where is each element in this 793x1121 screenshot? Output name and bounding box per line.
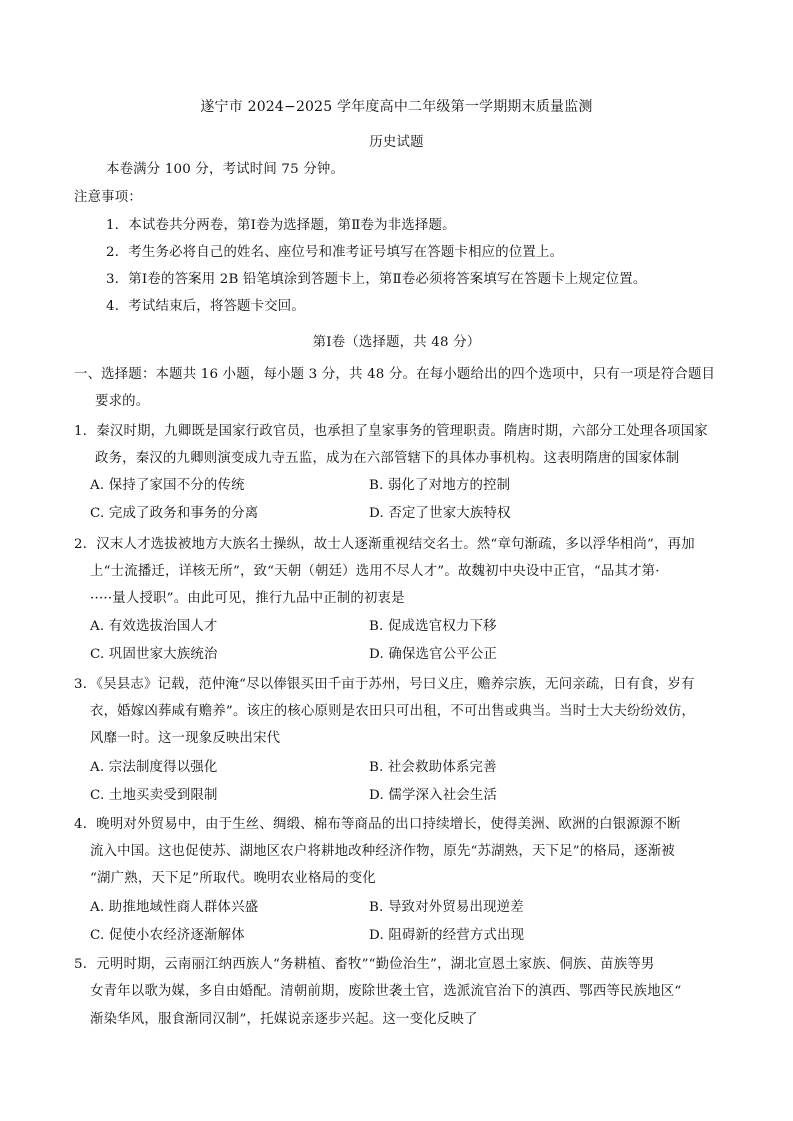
option-a: A. 宗法制度得以强化	[90, 760, 218, 775]
option-b: B. 社会救助体系完善	[369, 760, 497, 775]
question-text: 风靡一时。这一现象反映出宋代	[90, 731, 281, 746]
question-text: 2．汉末人才选拔被地方大族名士操纵，故士人逐渐重视结交名士。然“章句渐疏，多以浮华相尚”，再加	[74, 537, 695, 552]
option-c: C. 完成了政务和事务的分离	[90, 506, 259, 521]
option-a: A. 助推地域性商人群体兴盛	[90, 900, 259, 915]
option-d: D. 儒学深入社会生活	[369, 788, 498, 803]
notice-item: 1．本试卷共分两卷，第Ⅰ卷为选择题，第Ⅱ卷为非选择题。	[106, 218, 456, 233]
question-text: 渐染华风，服食渐同汉制”，托媒说亲逐步兴起。这一变化反映了	[90, 1012, 478, 1027]
option-d: D. 阻碍新的经营方式出现	[369, 928, 525, 943]
question-text: ·····量人授职”。由此可见，推行九品中正制的初衷是	[90, 591, 405, 606]
question-text: 5．元明时期，云南丽江纳西族人“务耕植、畜牧”“勤俭治生”，湖北宣恩土家族、侗族、苗族等男	[74, 957, 655, 972]
section-heading: 第Ⅰ卷（选择题，共 48 分）	[312, 335, 481, 350]
score-line: 本卷满分 100 分，考试时间 75 分钟。	[106, 162, 345, 177]
option-c: C. 促使小农经济逐渐解体	[90, 928, 245, 943]
exam-title: 遂宁市 2024−2025 学年度高中二年级第一学期期末质量监测	[200, 99, 593, 115]
option-b: B. 弱化了对地方的控制	[369, 478, 511, 493]
option-d: D. 确保选官公平公正	[369, 647, 498, 662]
option-c: C. 巩固世家大族统治	[90, 647, 218, 662]
notice-item: 2．考生务必将自己的姓名、座位号和准考证号填写在答题卡相应的位置上。	[106, 245, 564, 260]
option-c: C. 土地买卖受到限制	[90, 788, 218, 803]
notice-heading: 注意事项：	[74, 190, 142, 205]
question-text: 政务，秦汉的九卿则演变成九寺五监，成为在六部管辖下的具体办事机构。这表明隋唐的国家体制	[95, 451, 680, 466]
option-b: B. 促成选官权力下移	[369, 619, 497, 634]
question-text: 上“士流播迁，详核无所”，致“天朝（朝廷）选用不尽人才”。故魏初中央设中正官，“品其才第·	[90, 564, 660, 579]
subject-title: 历史试题	[369, 135, 424, 150]
option-b: B. 导致对外贸易出现逆差	[369, 900, 524, 915]
section-instruction: 要求的。	[95, 394, 150, 409]
question-text: 1．秦汉时期，九卿既是国家行政官员，也承担了皇家事务的管理职责。隋唐时期，六部分工处理各项国家	[74, 424, 708, 439]
question-text: 衣，婚嫁凶葬咸有赡养”。该庄的核心原则是农田只可出租，不可出售或典当。当时士大夫纷纷效仿，	[90, 704, 696, 719]
notice-item: 3．第Ⅰ卷的答案用 2B 铅笔填涂到答题卡上，第Ⅱ卷必须将答案填写在答题卡上规定位置。	[106, 272, 647, 287]
question-text: 4．晚明对外贸易中，由于生丝、绸缎、棉布等商品的出口持续增长，使得美洲、欧洲的白银源源不断	[74, 817, 681, 832]
question-text: 流入中国。这也促使苏、湖地区农户将耕地改种经济作物，原先“苏湖熟，天下足”的格局，逐渐被	[90, 844, 675, 859]
notice-item: 4．考试结束后，将答题卡交回。	[106, 299, 305, 314]
question-text: 3．《吴县志》记载，范仲淹“尽以俸银买田千亩于苏州，号曰义庄，赡养宗族，无问亲疏，日有食，岁有	[74, 677, 695, 692]
question-text: 女青年以歌为媒，多自由婚配。清朝前期，废除世袭土官，选派流官治下的滇西、鄂西等民族地区“	[90, 984, 682, 999]
option-d: D. 否定了世家大族特权	[369, 506, 511, 521]
section-instruction: 一、选择题：本题共 16 小题，每小题 3 分，共 48 分。在每小题给出的四个选项中，只有一项是符合题目	[74, 367, 716, 382]
option-a: A. 有效选拔治国人才	[90, 619, 218, 634]
question-text: “湖广熟，天下足”所取代。晚明农业格局的变化	[90, 871, 376, 886]
option-a: A. 保持了家国不分的传统	[90, 478, 245, 493]
